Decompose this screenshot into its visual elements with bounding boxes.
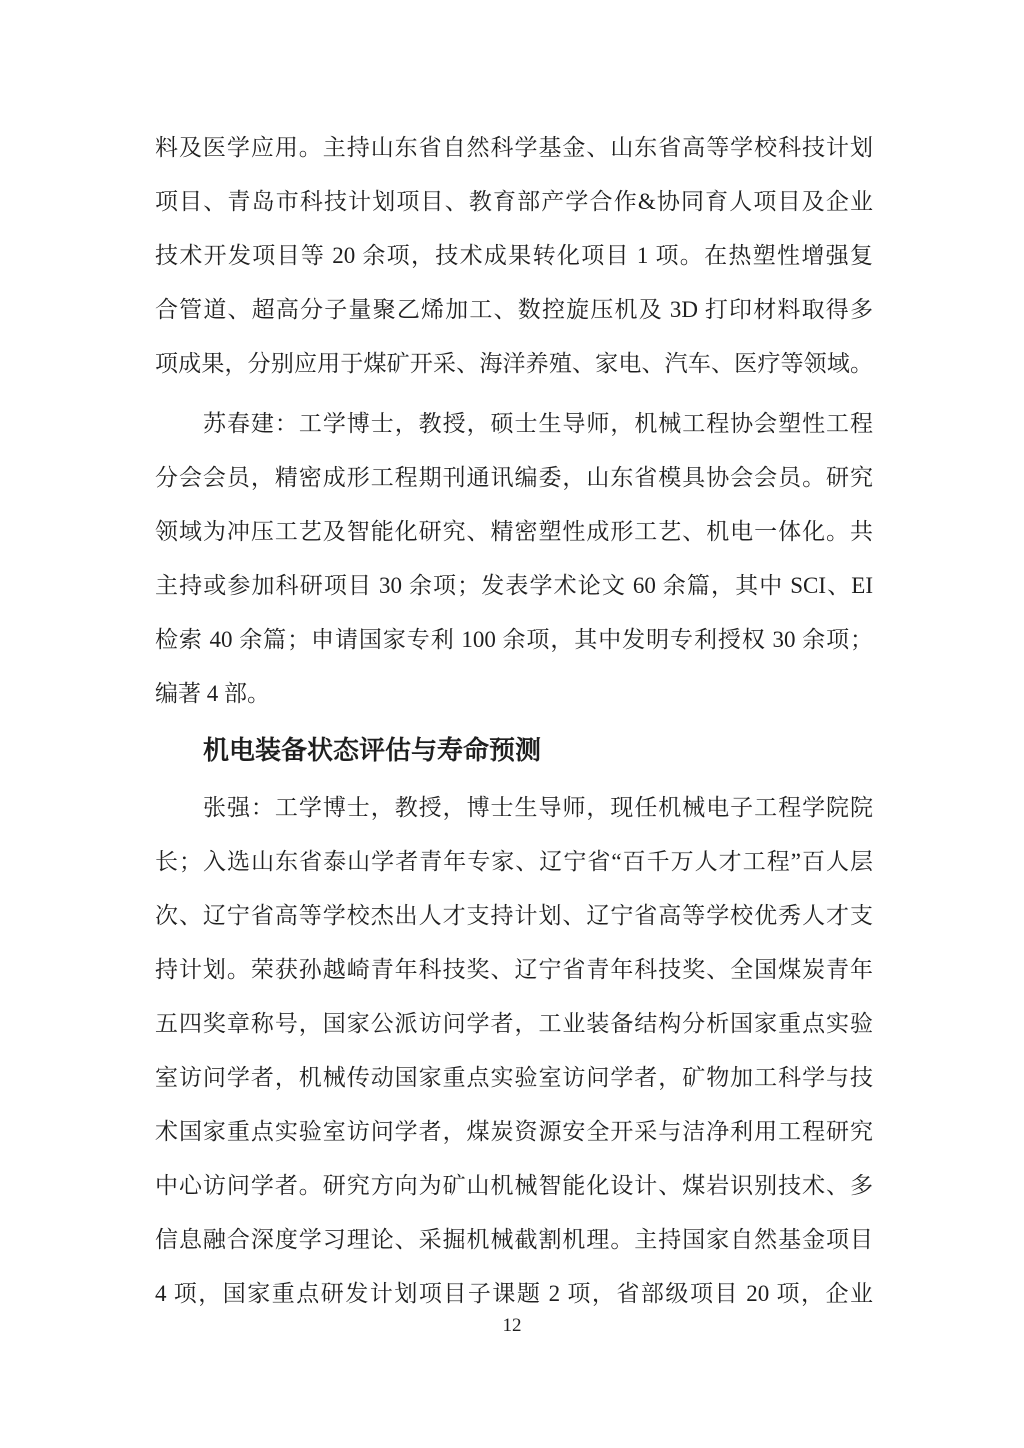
text-line: 合管道、超高分子量聚乙烯加工、数控旋压机及 3D 打印材料取得多 xyxy=(155,297,873,322)
text-line: 苏春建：工学博士，教授，硕士生导师，机械工程协会塑性工程 xyxy=(203,411,873,436)
text-line: 主持或参加科研项目 30 余项；发表学术论文 60 余篇，其中 SCI、EI xyxy=(155,573,873,598)
text-line: 检索 40 余篇；申请国家专利 100 余项，其中发明专利授权 30 余项； xyxy=(155,627,873,652)
text-line: 张强：工学博士，教授，博士生导师，现任机械电子工程学院院 xyxy=(203,795,873,820)
page-number: 12 xyxy=(502,1315,522,1336)
text-line: 术国家重点实验室访问学者，煤炭资源安全开采与洁净利用工程研究 xyxy=(155,1119,873,1144)
text-line: 信息融合深度学习理论、采掘机械截割机理。主持国家自然基金项目 xyxy=(155,1227,873,1252)
paragraph-continued xyxy=(155,121,873,391)
text-line: 五四奖章称号，国家公派访问学者，工业装备结构分析国家重点实验 xyxy=(155,1011,873,1036)
text-line: 项目、青岛市科技计划项目、教育部产学合作&协同育人项目及企业 xyxy=(155,189,873,214)
text-line: 领域为冲压工艺及智能化研究、精密塑性成形工艺、机电一体化。共 xyxy=(155,519,873,544)
text-line: 长；入选山东省泰山学者青年专家、辽宁省“百千万人才工程”百人层 xyxy=(155,849,873,874)
text-line: 编著 4 部。 xyxy=(155,681,270,706)
text-line: 料及医学应用。主持山东省自然科学基金、山东省高等学校科技计划 xyxy=(155,135,873,160)
text-line: 项成果，分别应用于煤矿开采、海洋养殖、家电、汽车、医疗等领域。 xyxy=(155,351,873,376)
text-line: 中心访问学者。研究方向为矿山机械智能化设计、煤岩识别技术、多 xyxy=(155,1173,873,1198)
paragraph-zhang-qiang-bio xyxy=(155,781,873,1321)
paragraph-su-chunjian-bio xyxy=(155,397,873,721)
text-line: 次、辽宁省高等学校杰出人才支持计划、辽宁省高等学校优秀人才支 xyxy=(155,903,873,928)
text-line: 技术开发项目等 20 余项，技术成果转化项目 1 项。在热塑性增强复 xyxy=(155,243,873,268)
text-line: 分会会员，精密成形工程期刊通讯编委，山东省模具协会会员。研究 xyxy=(155,465,873,490)
text-line: 持计划。荣获孙越崎青年科技奖、辽宁省青年科技奖、全国煤炭青年 xyxy=(155,957,873,982)
section-heading: 机电装备状态评估与寿命预测 xyxy=(203,736,542,765)
text-line: 4 项，国家重点研发计划项目子课题 2 项，省部级项目 20 项，企业 xyxy=(155,1281,873,1306)
text-line: 室访问学者，机械传动国家重点实验室访问学者，矿物加工科学与技 xyxy=(155,1065,873,1090)
